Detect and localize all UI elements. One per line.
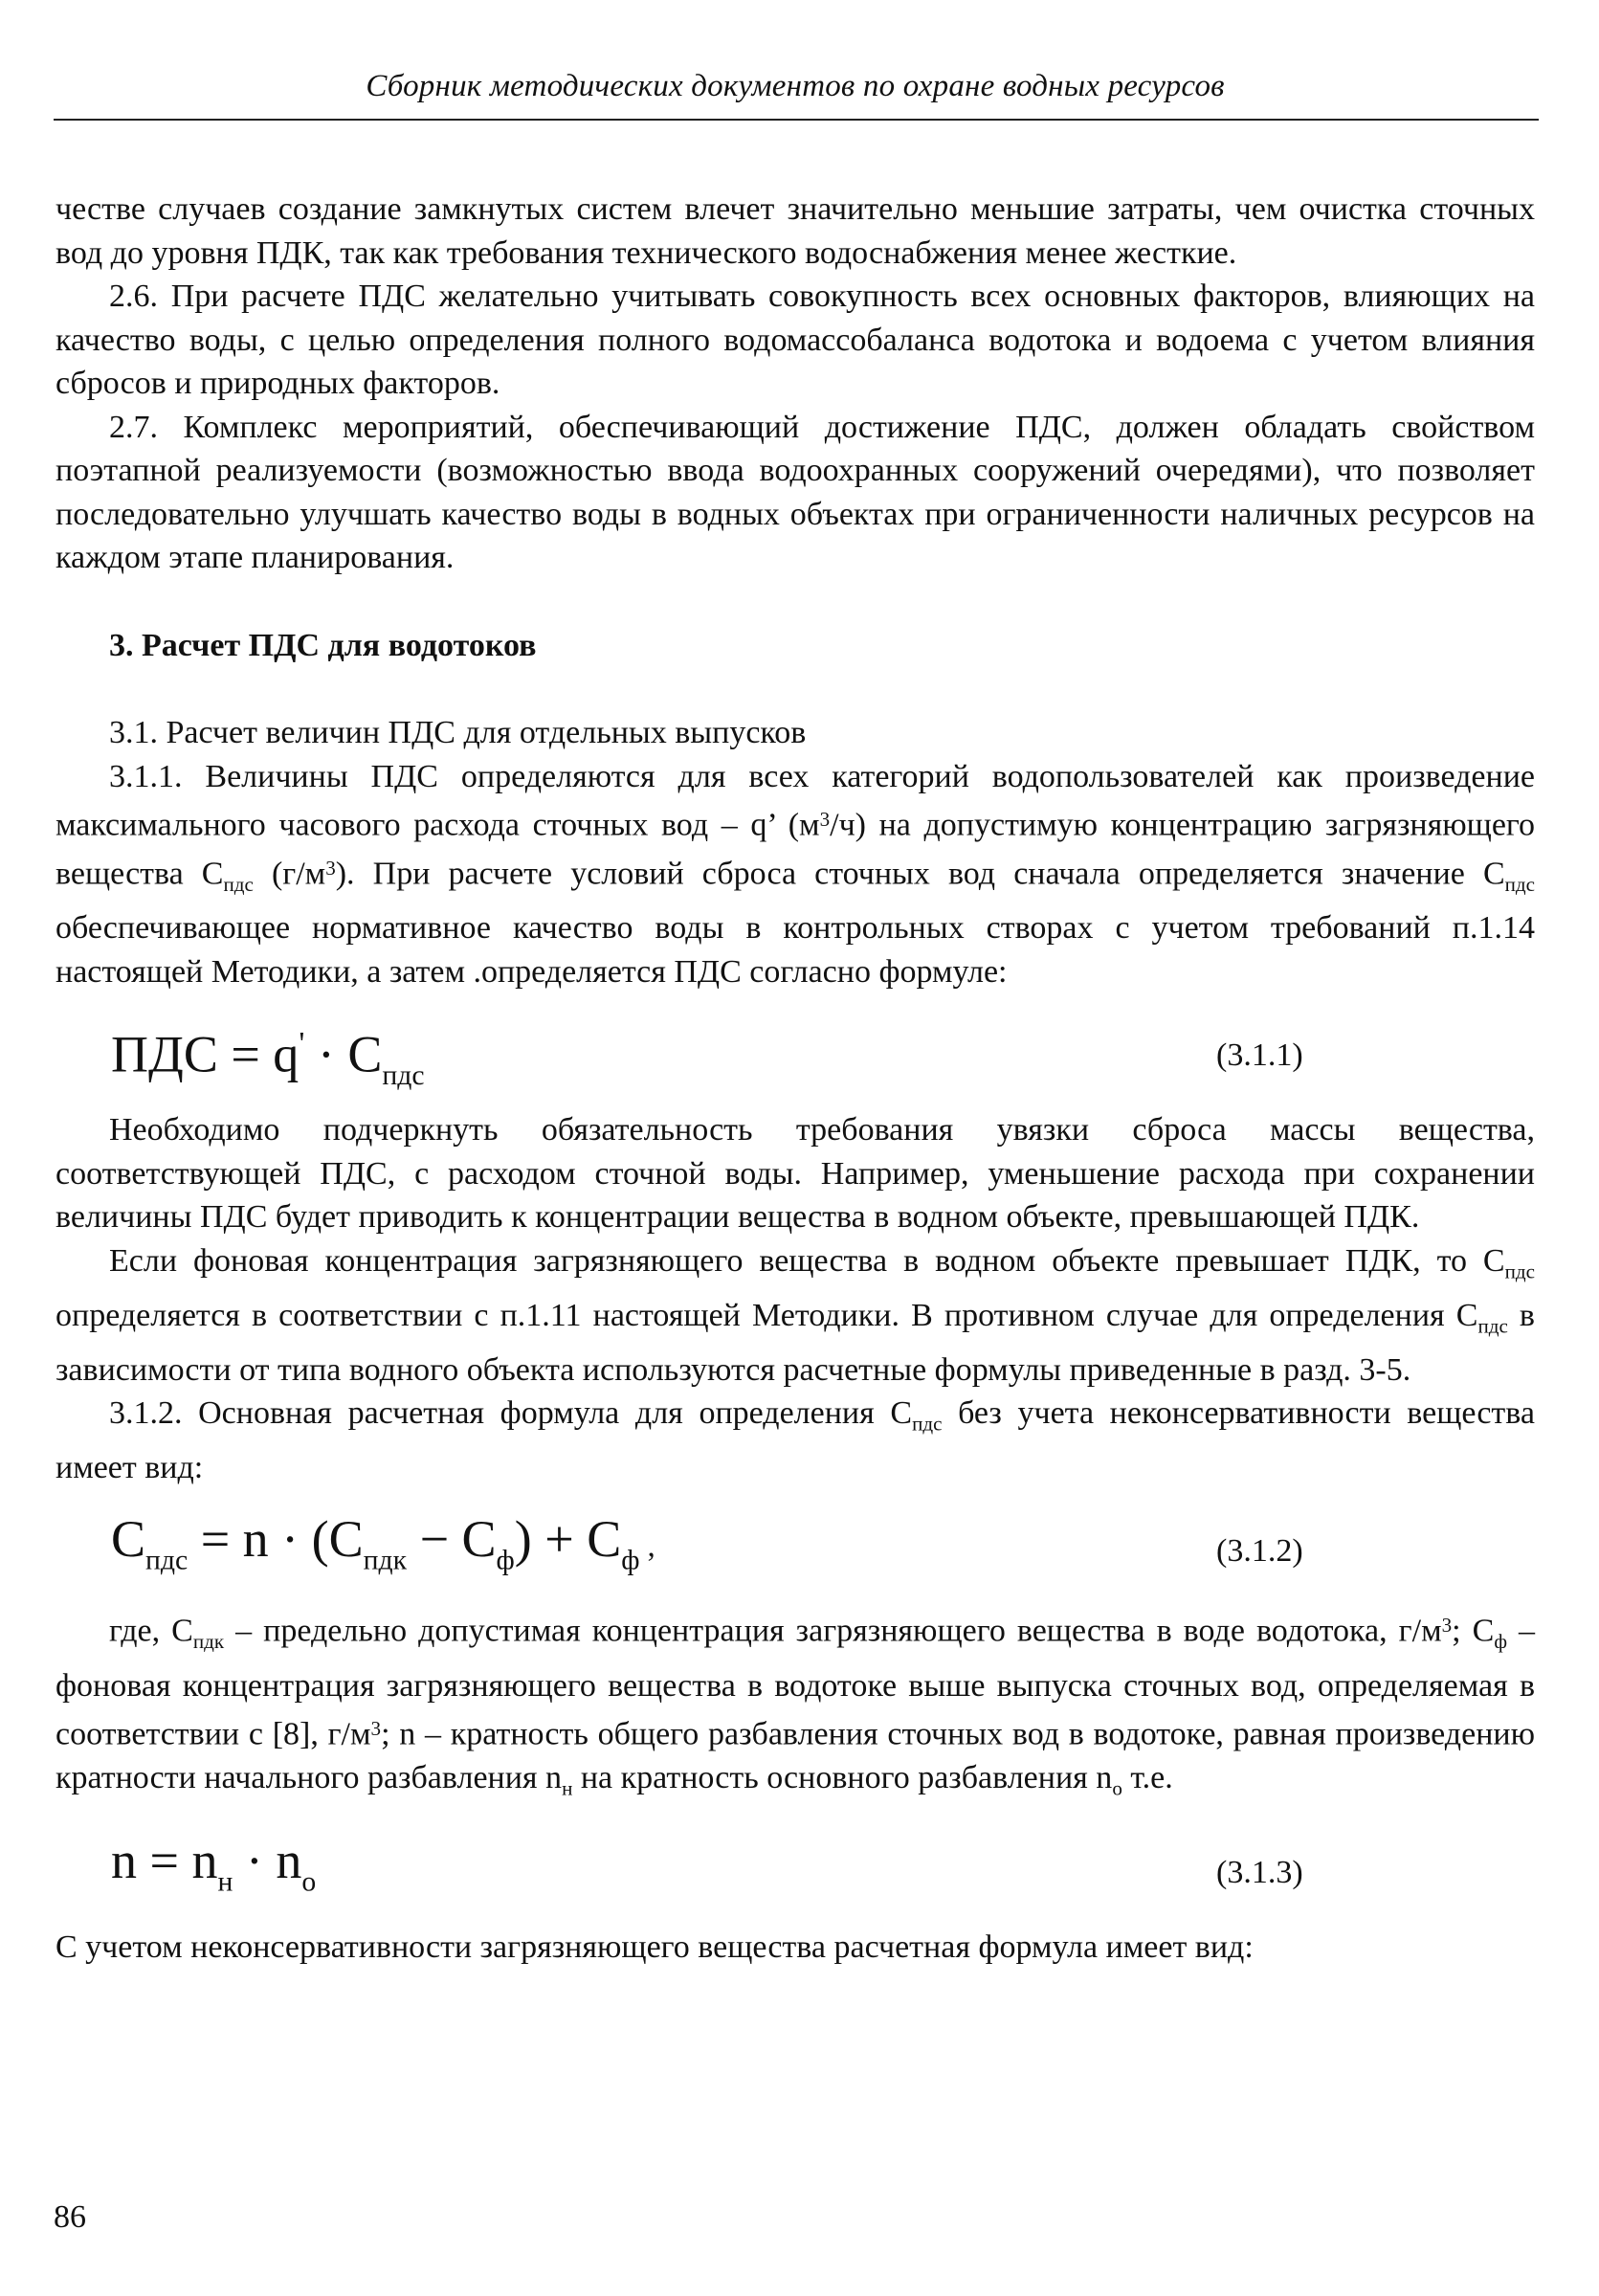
- paragraph-3-1: 3.1. Расчет величин ПДС для отдельных выпусков: [109, 715, 807, 750]
- formula-3-1-2: [56, 1489, 1535, 1604]
- body-text: [56, 188, 1535, 1970]
- formula-expression: ПДС = $q' \cdot С_{пдс}$: [111, 1025, 425, 1092]
- paragraph-background: Если фоновая концентрация загрязняющего вещества в водном объекте превышает ПДК, то $С_{пдс}$ определяется в соответствии с п.1.11 настоящей Методики. В противном случае для определения $С_{пдс}$ в зависимости от типа водного объекта используются расчетные формулы приведенные в разд. 3-5.: [56, 1242, 1535, 1388]
- header-rule: [54, 119, 1539, 121]
- formula-number: (3.1.3): [1216, 1855, 1303, 1891]
- formula-number: (3.1.1): [1216, 1037, 1303, 1074]
- page-number: 86: [54, 2199, 86, 2235]
- paragraph-nonconservative: С учетом неконсервативности загрязняющего вещества расчетная формула имеет вид:: [56, 1929, 1254, 1966]
- formula-number: (3.1.2): [1216, 1533, 1303, 1570]
- paragraph-3-1-2: 3.1.2. Основная расчетная формула для определения $С_{пдс}$ без учета неконсервативности вещества имеет вид:: [56, 1395, 1535, 1485]
- formula-3-1-3: [56, 1811, 1535, 1926]
- formula-3-1-1: [56, 993, 1535, 1108]
- paragraph-continuation: честве случаев создание замкнутых систем влечет значительно меньшие затраты, чем очистка сточных вод до уровня ПДК, так как требования технического водоснабжения менее жесткие.: [56, 191, 1535, 271]
- paragraph-note: Необходимо подчеркнуть обязательность требования увязки сброса массы вещества, соответствующей ПДС, с расходом сточной воды. Например, уменьшение расхода при сохранении величины ПДС будет приводить к концентрации вещества в водном объекте, превышающей ПДК.: [56, 1112, 1535, 1236]
- formula-expression: $n = n_н \cdot n_о$: [111, 1832, 317, 1898]
- paragraph-definitions: где, $С_{пдк}$ – предельно допустимая концентрация загрязняющего вещества в воде водотока, $г/м^3$; $С_ф$ – фоновая концентрация загрязняющего вещества в водотоке выше выпуска сточных вод, определяемая в соответствии с [8], $г/м^3$; n – кратность общего разбавления сточных вод в водотоке, равная произведению кратности начального разбавления $n_н$ на кратность основного разбавления $n_о$ т.е.: [56, 1613, 1536, 1800]
- paragraph-2-6: 2.6. При расчете ПДС желательно учитывать совокупность всех основных факторов, влияющих на качество воды, с целью определения полного водомассобаланса водотока и водоема с учетом влияния сбросов и природных факторов.: [56, 279, 1535, 401]
- section-heading: 3. Расчет ПДС для водотоков: [109, 627, 537, 663]
- paragraph-2-7: 2.7. Комплекс мероприятий, обеспечивающий достижение ПДС, должен обладать свойством поэтапной реализуемости (возможностью ввода водоохранных сооружений очередями), что позволяет последовательно улучшать качество воды в водных объектах при ограниченности наличных ресурсов на каждом этапе планирования.: [56, 409, 1535, 575]
- running-header: Сборник методических документов по охране водных ресурсов: [366, 69, 1225, 103]
- paragraph-3-1-1: 3.1.1. Величины ПДС определяются для всех категорий водопользователей как произведение максимального часового расхода сточных вод – q’ $(м^3/ч)$ на допустимую концентрацию загрязняющего вещества $С_{пдс}$ $(г/м^3)$. При расчете условий сброса сточных вод сначала определяется значение $С_{пдс}$ обеспечивающее нормативное качество воды в контрольных створах с учетом требований п.1.14 настоящей Методики, а затем .определяется ПДС согласно формуле:: [56, 758, 1536, 990]
- formula-expression: $С_{пдс} = n \cdot (С_{пдк} - С_ф) + С_ф$ ,: [111, 1510, 655, 1576]
